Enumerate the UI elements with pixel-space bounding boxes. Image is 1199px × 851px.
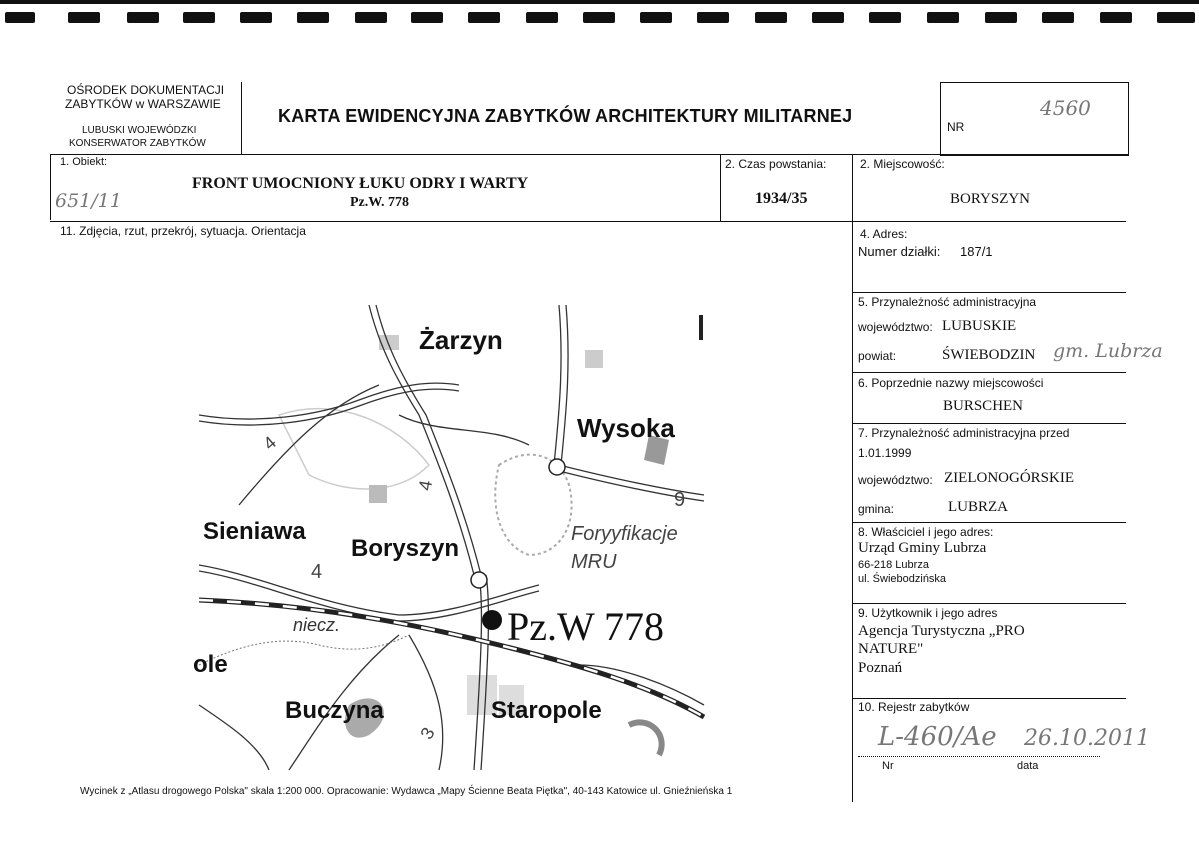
creation-value: 1934/35 xyxy=(755,190,808,207)
locality-value: BORYSZYN xyxy=(950,191,1031,207)
map-label-wysoka: Wysoka xyxy=(577,413,675,443)
nr-label: NR xyxy=(947,120,965,134)
map-road-number-4: 4 xyxy=(311,561,323,583)
user-label: 9. Użytkownik i jego adres xyxy=(858,606,998,620)
locality-label: 2. Miejscowość: xyxy=(860,157,945,171)
institution-name-line1: OŚRODEK DOKUMENTACJI xyxy=(67,83,225,97)
map-road-number-2: 4 xyxy=(414,478,437,493)
former-voivodeship-value: ZIELONOGÓRSKIE xyxy=(944,470,1074,486)
right-column-divider xyxy=(852,154,853,802)
nr-handwritten-value: 4560 xyxy=(1040,96,1091,120)
register-label: 10. Rejestr zabytków xyxy=(858,700,970,714)
voivodeship-label: województwo: xyxy=(858,320,933,334)
register-number-handwritten: L-460/Ae xyxy=(878,722,997,752)
nr-box xyxy=(940,82,1129,156)
map-label-buczyna: Buczyna xyxy=(285,697,384,724)
plot-number-value: 187/1 xyxy=(960,244,993,259)
gmina-value: LUBRZA xyxy=(948,499,1008,515)
admin-before-date: 1.01.1999 xyxy=(858,446,912,460)
owner-address-line2: ul. Świebodzińska xyxy=(858,573,947,585)
address-label: 4. Adres: xyxy=(860,227,908,241)
admin-before-label: 7. Przynależność administracyjna przed xyxy=(858,426,1070,440)
photos-label: 11. Zdjęcia, rzut, przekrój, sytuacja. Orientacja xyxy=(60,224,306,238)
map-label-sieniawa: Sieniawa xyxy=(203,518,306,545)
conservator-line2: KONSERWATOR ZABYTKÓW xyxy=(69,138,206,149)
map-label-ole: ole xyxy=(193,651,228,678)
admin-label: 5. Przynależność administracyjna xyxy=(858,295,1037,309)
map-label-mru: MRU xyxy=(571,551,617,573)
object-label: 1. Obiekt: xyxy=(60,156,108,168)
gmina-label: gmina: xyxy=(858,502,895,516)
map-road-number-3: 9 xyxy=(674,489,686,511)
county-label: powiat: xyxy=(858,349,897,363)
user-line2: NATURE" xyxy=(858,641,924,657)
plot-number-label: Numer działki: xyxy=(858,244,941,259)
row1-divider xyxy=(50,221,1126,222)
map-label-staropole: Staropole xyxy=(491,697,602,724)
user-line1: Agencja Turystyczna „PRO xyxy=(858,623,1025,639)
map-label-boryszyn: Boryszyn xyxy=(351,535,460,562)
location-map xyxy=(193,305,704,770)
user-line3: Poznań xyxy=(858,660,903,676)
institution-name-line2: ZABYTKÓW w WARSZAWIE xyxy=(65,97,221,111)
owner-label: 8. Właściciel i jego adres: xyxy=(858,525,994,539)
creation-label: 2. Czas powstania: xyxy=(725,157,827,171)
former-names-label: 6. Poprzednie nazwy miejscowości xyxy=(858,376,1044,390)
map-label-fortyfikacje: Foryyfikacje xyxy=(571,523,678,545)
object-handwritten-code: 651/11 xyxy=(55,190,122,212)
map-caption: Wycinek z „Atlasu drogowego Polska" skala 1:200 000. Opracowanie: Wydawca „Mapy Ścienne Beata Piętka", 40-143 Katowice ul. Gnieźnieńska 1 xyxy=(80,786,733,797)
map-road-number-1: 4 xyxy=(259,432,280,454)
object-name: FRONT UMOCNIONY ŁUKU ODRY I WARTY xyxy=(192,175,529,192)
register-date-label: data xyxy=(1017,760,1039,772)
register-date-handwritten: 26.10.2011 xyxy=(1024,726,1150,751)
card-title: KARTA EWIDENCYJNA ZABYTKÓW ARCHITEKTURY MILITARNEJ xyxy=(278,106,853,126)
owner-address-line1: 66-218 Lubrza xyxy=(858,559,929,571)
owner-name: Urząd Gminy Lubrza xyxy=(858,540,987,556)
conservator-line1: LUBUSKI WOJEWÓDZKI xyxy=(82,125,197,136)
county-value: ŚWIEBODZIN xyxy=(942,347,1036,363)
former-voivodeship-label: województwo: xyxy=(858,473,933,487)
map-label-zarzyn: Żarzyn xyxy=(419,325,503,355)
register-nr-label: Nr xyxy=(882,760,894,772)
header-divider xyxy=(50,154,1128,155)
county-handwritten-note: gm. Lubrza xyxy=(1053,340,1163,362)
map-road-number-5: 3 xyxy=(416,723,439,743)
top-border xyxy=(0,0,1199,4)
map-label-niecz: niecz. xyxy=(293,615,341,635)
former-names-value: BURSCHEN xyxy=(943,398,1024,414)
voivodeship-value: LUBUSKIE xyxy=(942,318,1017,334)
register-dotted-line xyxy=(858,756,1100,757)
map-label-bunker: Pz.W 778 xyxy=(507,604,665,649)
object-code: Pz.W. 778 xyxy=(350,195,409,210)
